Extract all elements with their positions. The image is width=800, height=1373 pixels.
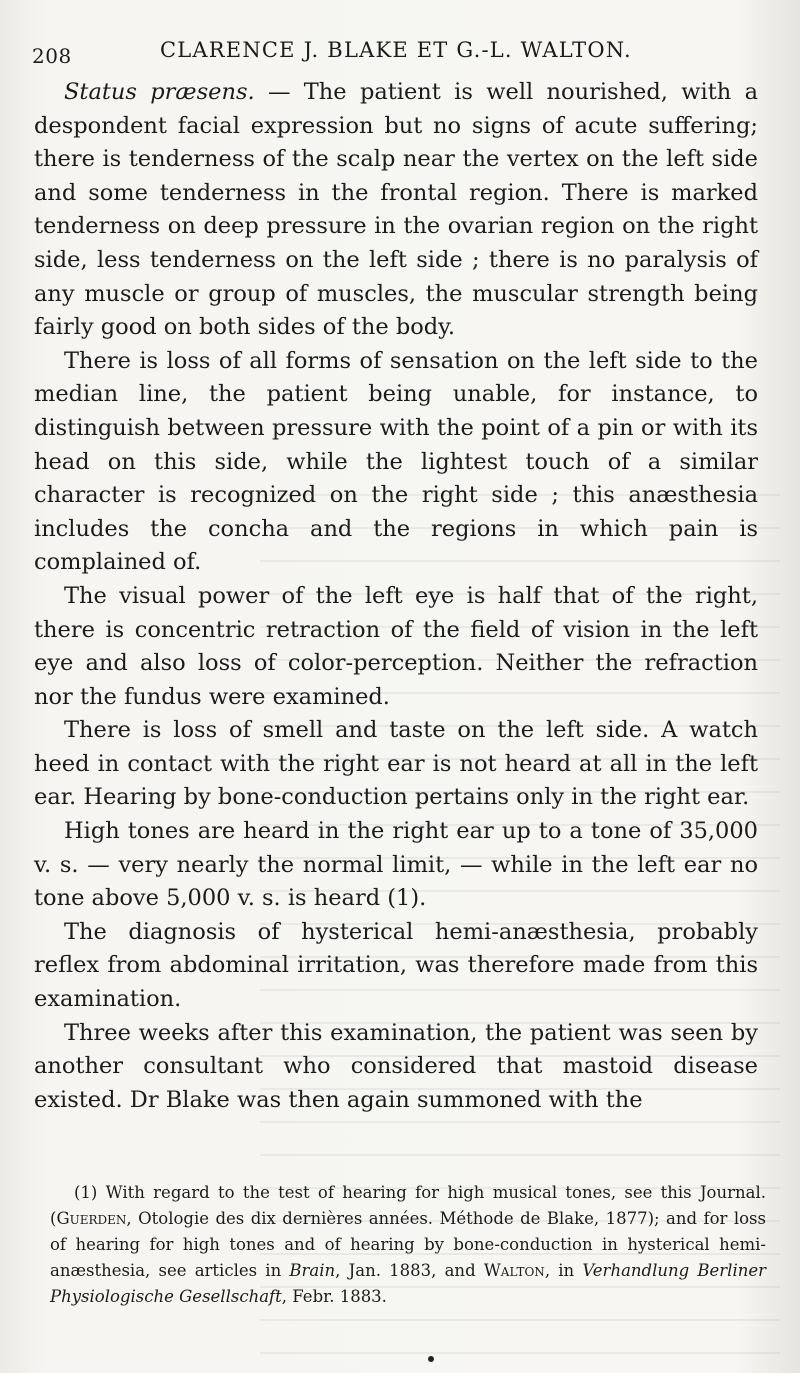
paragraph-text: The diagnosis of hysterical hemi-anæsthesia, probably reflex from abdominal irritation, was therefore made from this examination. bbox=[34, 918, 758, 1013]
paragraph-text: There is loss of smell and taste on the left side. A watch heed in contact with the right ear is not heard at all in the left ear. Hearing by bone-conduction pertains only in the right ear. bbox=[34, 717, 758, 811]
paragraph-sensation bbox=[34, 345, 758, 580]
page-number: 208 bbox=[32, 44, 72, 68]
footnote-text: , Febr. 1883. bbox=[281, 1287, 387, 1306]
running-head: CLARENCE J. BLAKE ET G.-L. WALTON. bbox=[160, 38, 632, 62]
footnotes bbox=[50, 1180, 766, 1310]
footnote-text: , Jan. 1883, and bbox=[335, 1261, 484, 1280]
paragraph-text: Three weeks after this examination, the patient was seen by another consultant who considered that mastoid disease existed. Dr Blake was then again summoned with the bbox=[34, 1019, 758, 1113]
paragraph-vision bbox=[34, 580, 758, 714]
footnote-author: Guerden bbox=[56, 1209, 127, 1228]
footnote-text: , Otologie des dix dernières années. Méthode de Blake, 1877); and for loss of hearing for high tones and of hearing by bone-conduction in hysterical hemi-anæsthesia, see articles in bbox=[50, 1209, 766, 1280]
page-header bbox=[32, 38, 760, 70]
footnote-journal: Verhandlung Berliner Physiologische Gesellschaft bbox=[50, 1261, 767, 1306]
paragraph-high-tones bbox=[34, 815, 758, 916]
paragraph-diagnosis bbox=[34, 916, 758, 1017]
footnote-journal: Brain bbox=[289, 1261, 336, 1280]
footnote-author: Walton bbox=[483, 1261, 545, 1280]
paragraph-text: There is loss of all forms of sensation on the left side to the median line, the patient being unable, for instance, to distinguish between pressure with the point of a pin or with its head on this side, while the lightest touch of a similar character is recognized on the right side ; this anæsthesia includes the concha and the regions in which pain is complained of. bbox=[34, 347, 758, 576]
ink-dot bbox=[428, 1356, 434, 1362]
paragraph-lead: Status præsens. bbox=[64, 79, 255, 105]
body-text bbox=[34, 76, 758, 1117]
paragraph-text: High tones are heard in the right ear up to a tone of 35,000 v. s. — very nearly the normal limit, — while in the left ear no tone above 5,000 v. s. is heard (1). bbox=[34, 818, 758, 912]
paragraph-status-praesens bbox=[34, 76, 758, 345]
paragraph-smell-taste bbox=[34, 714, 758, 815]
footnote-text: (1) With regard to the test of hearing for high musical tones, see this Journal. ( bbox=[50, 1183, 766, 1228]
footnote-text: , in bbox=[544, 1261, 583, 1280]
paragraph-text: — The patient is well nourished, with a despondent facial expression but no signs of acute suffering; there is tenderness of the scalp near the vertex on the left side and some tenderness in the frontal region. There is marked tenderness on deep pressure in the ovarian region on the right side, less tenderness on the left side ; there is no paralysis of any muscle or group of muscles, the muscular strength being fairly good on both sides of the body. bbox=[34, 79, 758, 341]
footnote-1 bbox=[50, 1180, 766, 1310]
paragraph-text: The visual power of the left eye is half that of the right, there is concentric retraction of the field of vision in the left eye and also loss of color-perception. Neither the refraction nor the fundus were examined. bbox=[34, 582, 758, 710]
paragraph-three-weeks bbox=[34, 1017, 758, 1118]
